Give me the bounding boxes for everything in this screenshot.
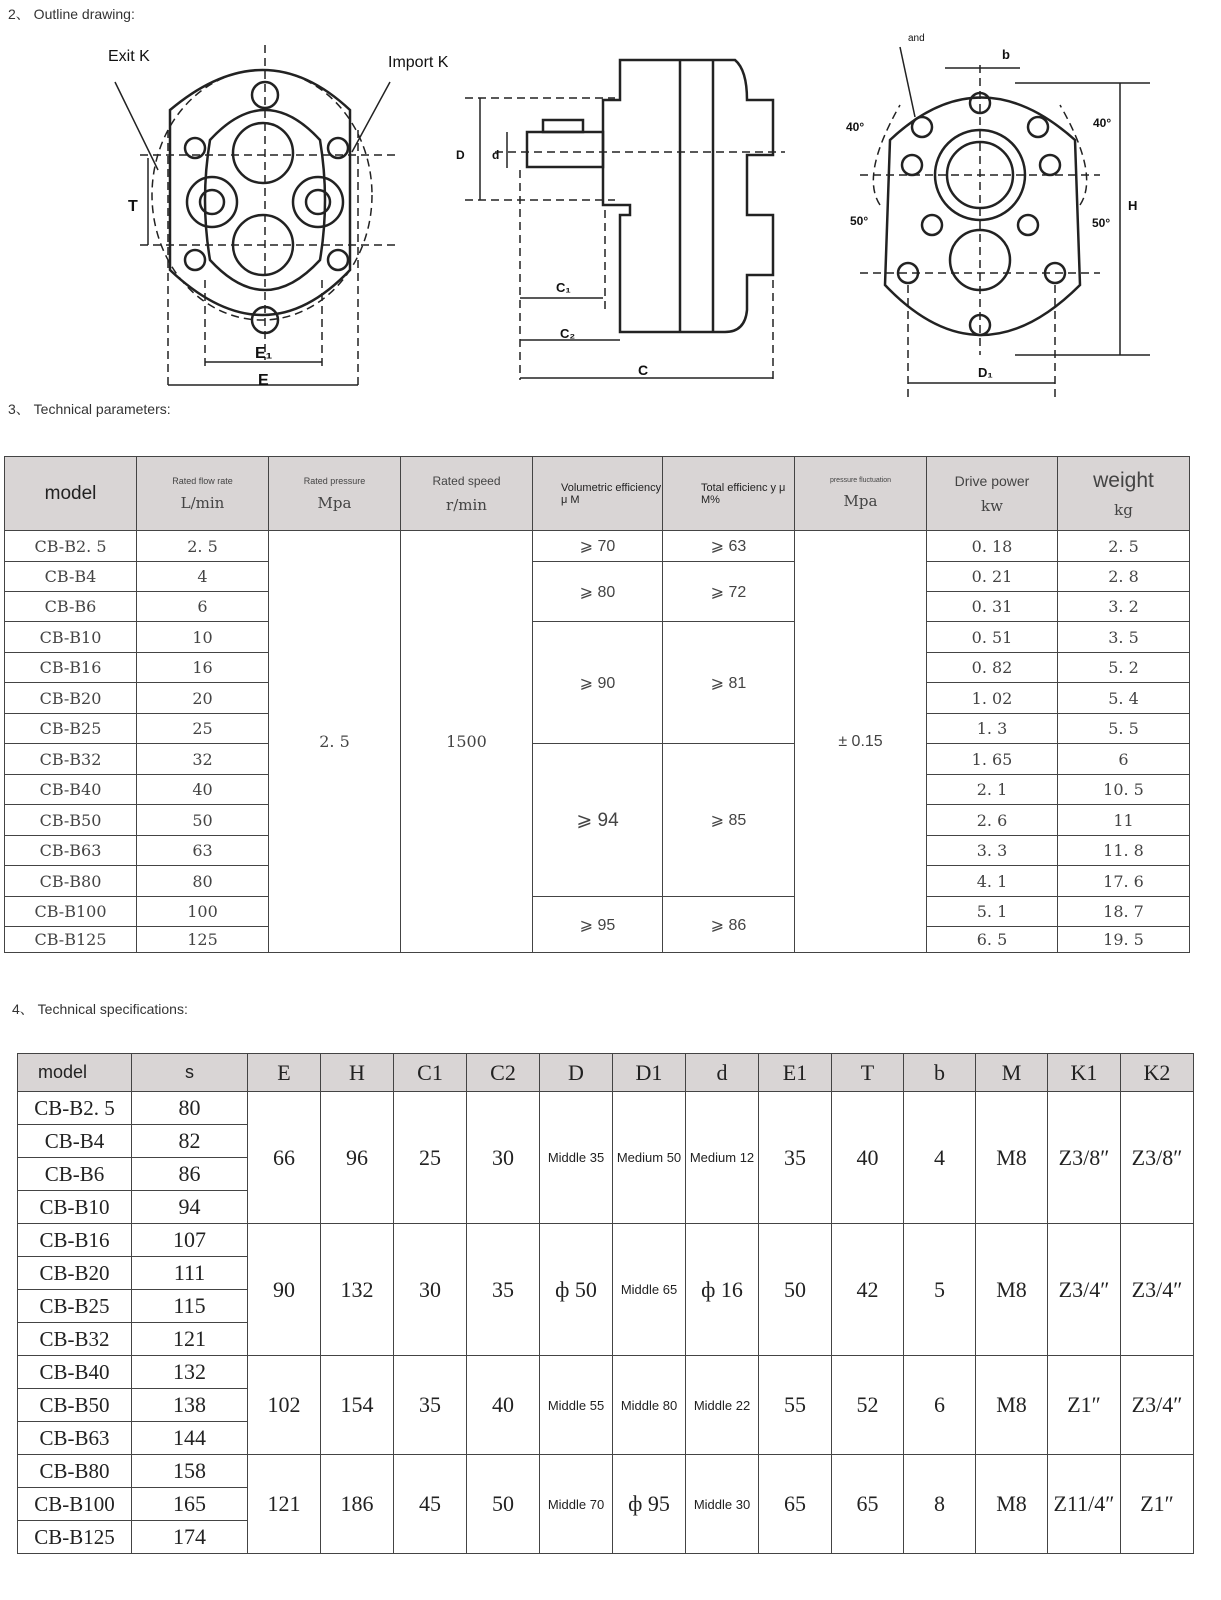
- header-fluctuation: pressure fluctuation Mpa: [795, 457, 927, 531]
- spec-header-d: d: [686, 1054, 759, 1092]
- spec-k2-cell: Z3/8″: [1121, 1092, 1194, 1224]
- spec-c2-cell: 40: [467, 1356, 540, 1455]
- flow-cell: 100: [137, 897, 269, 927]
- spec-k1-cell: Z11/4″: [1048, 1455, 1121, 1554]
- weight-cell: 11: [1058, 805, 1190, 836]
- volumetric-cell: ⩾ 70: [533, 531, 663, 562]
- specs-header-row: [18, 1054, 1194, 1092]
- power-cell: 2. 1: [927, 775, 1058, 805]
- flow-cell: 80: [137, 866, 269, 897]
- spec-h-cell: 132: [321, 1224, 394, 1356]
- header-pressure: Rated pressure Mpa: [269, 457, 401, 531]
- spec-k1-cell: Z3/4″: [1048, 1224, 1121, 1356]
- spec-row: [18, 1092, 1194, 1125]
- weight-cell: 17. 6: [1058, 866, 1190, 897]
- power-cell: 3. 3: [927, 836, 1058, 866]
- fluctuation-cell: ± 0.15: [795, 531, 927, 953]
- spec-k1-cell: Z3/8″: [1048, 1092, 1121, 1224]
- spec-d-cell: Middle 55: [540, 1356, 613, 1455]
- spec-e-cell: 90: [248, 1224, 321, 1356]
- spec-d-cell: Middle 22: [686, 1356, 759, 1455]
- spec-model-cell: CB-B80: [18, 1455, 132, 1488]
- spec-k2-cell: Z1″: [1121, 1455, 1194, 1554]
- volumetric-cell: ⩾ 80: [533, 562, 663, 622]
- power-cell: 0. 51: [927, 622, 1058, 653]
- power-cell: 1. 65: [927, 744, 1058, 775]
- spec-row: [18, 1455, 1194, 1488]
- model-cell: CB-B80: [5, 866, 137, 897]
- weight-cell: 2. 5: [1058, 531, 1190, 562]
- spec-b-cell: 6: [904, 1356, 976, 1455]
- dim-d-label: D: [456, 148, 465, 162]
- section-title-specs: 4、 Technical specifications:: [12, 1001, 188, 1017]
- spec-s-cell: 80: [132, 1092, 248, 1125]
- spec-e1-cell: 50: [759, 1224, 832, 1356]
- spec-header-e: E: [248, 1054, 321, 1092]
- spec-k2-cell: Z3/4″: [1121, 1224, 1194, 1356]
- flow-cell: 4: [137, 562, 269, 592]
- flow-cell: 16: [137, 653, 269, 683]
- params-header-row: [5, 457, 1190, 531]
- technical-parameters-table: [4, 456, 1190, 953]
- spec-t-cell: 42: [832, 1224, 904, 1356]
- power-cell: 1. 3: [927, 714, 1058, 744]
- spec-c1-cell: 45: [394, 1455, 467, 1554]
- spec-row: [18, 1356, 1194, 1389]
- total-efficiency-cell: ⩾ 86: [663, 897, 795, 953]
- angle-50-left: 50°: [850, 214, 869, 228]
- spec-header-h: H: [321, 1054, 394, 1092]
- spec-model-cell: CB-B100: [18, 1488, 132, 1521]
- angle-40-right: 40°: [1093, 116, 1112, 130]
- spec-d-cell: Middle 35: [540, 1092, 613, 1224]
- spec-header-m: M: [976, 1054, 1048, 1092]
- power-cell: 0. 18: [927, 531, 1058, 562]
- rear-view-drawing: [840, 35, 1170, 405]
- spec-c1-cell: 35: [394, 1356, 467, 1455]
- spec-s-cell: 94: [132, 1191, 248, 1224]
- power-cell: 0. 31: [927, 592, 1058, 622]
- spec-e1-cell: 55: [759, 1356, 832, 1455]
- volumetric-cell: ⩾ 94: [533, 744, 663, 897]
- spec-s-cell: 165: [132, 1488, 248, 1521]
- spec-s-cell: 138: [132, 1389, 248, 1422]
- model-cell: CB-B125: [5, 927, 137, 953]
- spec-s-cell: 82: [132, 1125, 248, 1158]
- spec-header-c1: C1: [394, 1054, 467, 1092]
- spec-row: [18, 1224, 1194, 1257]
- dim-c-label: C: [638, 362, 649, 378]
- spec-s-cell: 111: [132, 1257, 248, 1290]
- model-cell: CB-B40: [5, 775, 137, 805]
- side-view-drawing: [455, 40, 795, 390]
- spec-header-e1: E1: [759, 1054, 832, 1092]
- spec-h-cell: 186: [321, 1455, 394, 1554]
- spec-model-cell: CB-B125: [18, 1521, 132, 1554]
- spec-e1-cell: 35: [759, 1092, 832, 1224]
- params-row: [5, 897, 1190, 927]
- spec-model-cell: CB-B10: [18, 1191, 132, 1224]
- dim-h-label: H: [1128, 198, 1138, 213]
- spec-h-cell: 154: [321, 1356, 394, 1455]
- model-cell: CB-B16: [5, 653, 137, 683]
- spec-e1-cell: 65: [759, 1455, 832, 1554]
- spec-model-cell: CB-B50: [18, 1389, 132, 1422]
- dim-d1-label: D₁: [978, 365, 993, 380]
- spec-header-d1: D1: [613, 1054, 686, 1092]
- spec-d-cell: Middle 30: [686, 1455, 759, 1554]
- weight-cell: 3. 2: [1058, 592, 1190, 622]
- flow-cell: 25: [137, 714, 269, 744]
- power-cell: 2. 6: [927, 805, 1058, 836]
- volumetric-cell: ⩾ 95: [533, 897, 663, 953]
- spec-k2-cell: Z3/4″: [1121, 1356, 1194, 1455]
- spec-s-cell: 132: [132, 1356, 248, 1389]
- spec-c2-cell: 50: [467, 1455, 540, 1554]
- weight-cell: 5. 4: [1058, 683, 1190, 714]
- model-cell: CB-B10: [5, 622, 137, 653]
- model-cell: CB-B6: [5, 592, 137, 622]
- spec-model-cell: CB-B63: [18, 1422, 132, 1455]
- model-cell: CB-B63: [5, 836, 137, 866]
- model-cell: CB-B4: [5, 562, 137, 592]
- weight-cell: 18. 7: [1058, 897, 1190, 927]
- weight-cell: 6: [1058, 744, 1190, 775]
- spec-d-cell: Medium 12: [686, 1092, 759, 1224]
- spec-d1-cell: Middle 65: [613, 1224, 686, 1356]
- power-cell: 4. 1: [927, 866, 1058, 897]
- header-flow: Rated flow rate L/min: [137, 457, 269, 531]
- flow-cell: 6: [137, 592, 269, 622]
- weight-cell: 5. 2: [1058, 653, 1190, 683]
- spec-h-cell: 96: [321, 1092, 394, 1224]
- header-model: model: [5, 457, 137, 531]
- dim-b-label: b: [1002, 47, 1010, 62]
- header-weight: weight kg: [1058, 457, 1190, 531]
- params-row: [5, 562, 1190, 592]
- angle-40-left: 40°: [846, 120, 865, 134]
- header-speed: Rated speed r/min: [401, 457, 533, 531]
- spec-s-cell: 174: [132, 1521, 248, 1554]
- spec-d-cell: Middle 70: [540, 1455, 613, 1554]
- dim-t-label: T: [128, 198, 138, 215]
- power-cell: 0. 21: [927, 562, 1058, 592]
- power-cell: 1. 02: [927, 683, 1058, 714]
- spec-c2-cell: 30: [467, 1092, 540, 1224]
- dim-c2-label: C₂: [560, 326, 576, 341]
- model-cell: CB-B25: [5, 714, 137, 744]
- total-efficiency-cell: ⩾ 85: [663, 744, 795, 897]
- weight-cell: 2. 8: [1058, 562, 1190, 592]
- power-cell: 5. 1: [927, 897, 1058, 927]
- spec-header-k1: K1: [1048, 1054, 1121, 1092]
- pressure-cell: 2. 5: [269, 531, 401, 953]
- weight-cell: 11. 8: [1058, 836, 1190, 866]
- spec-model-cell: CB-B4: [18, 1125, 132, 1158]
- spec-d1-cell: ф 95: [613, 1455, 686, 1554]
- spec-b-cell: 4: [904, 1092, 976, 1224]
- spec-t-cell: 52: [832, 1356, 904, 1455]
- model-cell: CB-B50: [5, 805, 137, 836]
- spec-model-cell: CB-B6: [18, 1158, 132, 1191]
- section-title-params: 3、 Technical parameters:: [8, 401, 171, 417]
- flow-cell: 63: [137, 836, 269, 866]
- power-cell: 6. 5: [927, 927, 1058, 953]
- spec-s-cell: 158: [132, 1455, 248, 1488]
- model-cell: CB-B100: [5, 897, 137, 927]
- dim-c1-label: C₁: [556, 280, 571, 295]
- total-efficiency-cell: ⩾ 72: [663, 562, 795, 622]
- spec-m-cell: M8: [976, 1092, 1048, 1224]
- flow-cell: 125: [137, 927, 269, 953]
- and-label: and: [908, 33, 925, 44]
- spec-d1-cell: Middle 80: [613, 1356, 686, 1455]
- spec-c1-cell: 25: [394, 1092, 467, 1224]
- flow-cell: 40: [137, 775, 269, 805]
- flow-cell: 20: [137, 683, 269, 714]
- total-efficiency-cell: ⩾ 63: [663, 531, 795, 562]
- spec-d-cell: ф 50: [540, 1224, 613, 1356]
- header-total: Total efficienc y μ M%: [663, 457, 795, 531]
- weight-cell: 3. 5: [1058, 622, 1190, 653]
- spec-header-c2: C2: [467, 1054, 540, 1092]
- spec-s-cell: 121: [132, 1323, 248, 1356]
- spec-m-cell: M8: [976, 1455, 1048, 1554]
- header-volumetric: Volumetric efficiency μ M: [533, 457, 663, 531]
- weight-cell: 19. 5: [1058, 927, 1190, 953]
- spec-t-cell: 65: [832, 1455, 904, 1554]
- front-view-drawing: [100, 40, 400, 400]
- weight-cell: 10. 5: [1058, 775, 1190, 805]
- params-row: [5, 531, 1190, 562]
- spec-model-cell: CB-B16: [18, 1224, 132, 1257]
- spec-model-cell: CB-B32: [18, 1323, 132, 1356]
- spec-header-d: D: [540, 1054, 613, 1092]
- spec-t-cell: 40: [832, 1092, 904, 1224]
- spec-d-cell: ф 16: [686, 1224, 759, 1356]
- spec-e-cell: 121: [248, 1455, 321, 1554]
- spec-header-s: s: [132, 1054, 248, 1092]
- flow-cell: 32: [137, 744, 269, 775]
- spec-m-cell: M8: [976, 1356, 1048, 1455]
- spec-c1-cell: 30: [394, 1224, 467, 1356]
- spec-d1-cell: Medium 50: [613, 1092, 686, 1224]
- flow-cell: 2. 5: [137, 531, 269, 562]
- spec-header-k2: K2: [1121, 1054, 1194, 1092]
- spec-c2-cell: 35: [467, 1224, 540, 1356]
- params-row: [5, 744, 1190, 775]
- spec-model-cell: CB-B2. 5: [18, 1092, 132, 1125]
- volumetric-cell: ⩾ 90: [533, 622, 663, 744]
- spec-s-cell: 86: [132, 1158, 248, 1191]
- technical-specifications-table: [17, 1053, 1194, 1554]
- header-power: Drive power kw: [927, 457, 1058, 531]
- dim-e1-label: E₁: [255, 345, 273, 362]
- spec-b-cell: 8: [904, 1455, 976, 1554]
- model-cell: CB-B32: [5, 744, 137, 775]
- flow-cell: 50: [137, 805, 269, 836]
- dim-small-d-label: d: [492, 148, 500, 162]
- spec-k1-cell: Z1″: [1048, 1356, 1121, 1455]
- angle-50-right: 50°: [1092, 216, 1111, 230]
- spec-e-cell: 102: [248, 1356, 321, 1455]
- spec-s-cell: 115: [132, 1290, 248, 1323]
- spec-model-cell: CB-B25: [18, 1290, 132, 1323]
- flow-cell: 10: [137, 622, 269, 653]
- model-cell: CB-B20: [5, 683, 137, 714]
- spec-header-model: model: [18, 1054, 132, 1092]
- section-title-outline: 2、 Outline drawing:: [8, 6, 135, 22]
- spec-s-cell: 144: [132, 1422, 248, 1455]
- import-k-label: Import K: [388, 54, 449, 71]
- spec-header-t: T: [832, 1054, 904, 1092]
- weight-cell: 5. 5: [1058, 714, 1190, 744]
- total-efficiency-cell: ⩾ 81: [663, 622, 795, 744]
- spec-header-b: b: [904, 1054, 976, 1092]
- exit-k-label: Exit K: [108, 48, 150, 65]
- spec-s-cell: 107: [132, 1224, 248, 1257]
- spec-model-cell: CB-B20: [18, 1257, 132, 1290]
- spec-m-cell: M8: [976, 1224, 1048, 1356]
- speed-cell: 1500: [401, 531, 533, 953]
- spec-e-cell: 66: [248, 1092, 321, 1224]
- spec-b-cell: 5: [904, 1224, 976, 1356]
- power-cell: 0. 82: [927, 653, 1058, 683]
- dim-e-label: E: [258, 372, 269, 389]
- model-cell: CB-B2. 5: [5, 531, 137, 562]
- spec-model-cell: CB-B40: [18, 1356, 132, 1389]
- params-row: [5, 622, 1190, 653]
